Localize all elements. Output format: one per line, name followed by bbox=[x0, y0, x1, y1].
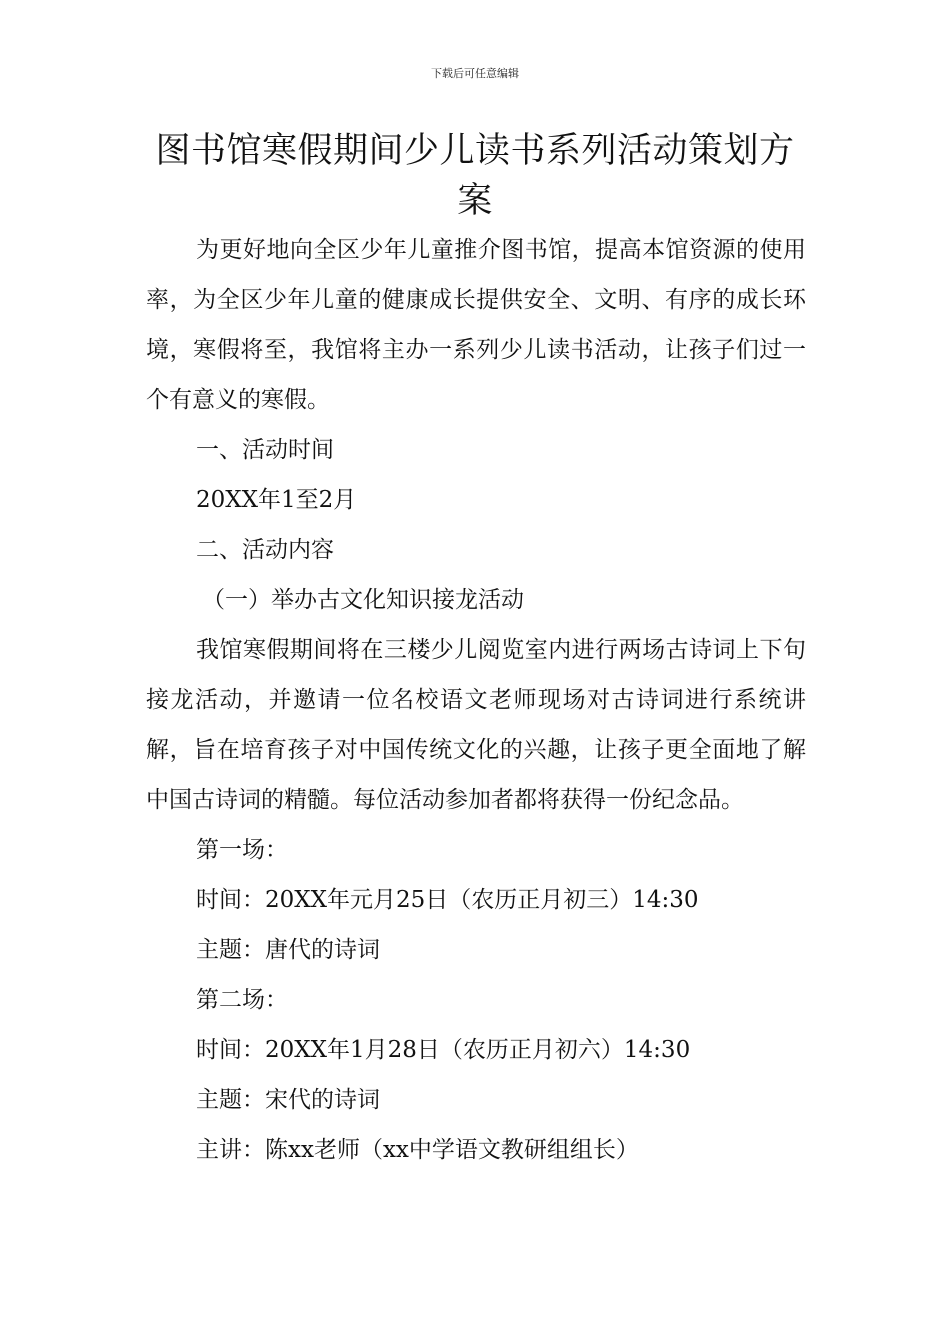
session-one-label: 第一场： bbox=[196, 837, 288, 863]
session-two-theme: 主题：宋代的诗词 bbox=[196, 1087, 380, 1113]
session-two-label: 第二场： bbox=[196, 987, 288, 1013]
session-two-time: 时间：20XX年1月28日（农历正月初六）14:30 bbox=[196, 1037, 691, 1063]
section-heading-content: 二、活动内容 bbox=[196, 537, 334, 563]
poetry-relay-description: 我馆寒假期间将在三楼少儿阅览室内进行两场古诗词上下句接龙活动，并邀请一位名校语文老师现场对古诗词进行系统讲解，旨在培育孩子对中国传统文化的兴趣，让孩子更全面地了解中国古诗词的精髓。每位活动参加者都将获得一份纪念品。 bbox=[146, 637, 806, 813]
section-heading-time: 一、活动时间 bbox=[196, 437, 334, 463]
speaker-info: 主讲：陈xx老师（xx中学语文教研组组长） bbox=[196, 1137, 639, 1163]
header-note: 下载后可任意编辑 bbox=[431, 67, 519, 80]
document-title: 图书馆寒假期间少儿读书系列活动策划方案 bbox=[155, 131, 795, 221]
session-one-theme: 主题：唐代的诗词 bbox=[196, 937, 380, 963]
subsection-heading-poetry-relay: （一）举办古文化知识接龙活动 bbox=[202, 587, 524, 613]
activity-date-range: 20XX年1至2月 bbox=[196, 487, 357, 513]
session-one-time: 时间：20XX年元月25日（农历正月初三）14:30 bbox=[196, 887, 699, 913]
intro-paragraph: 为更好地向全区少年儿童推介图书馆，提高本馆资源的使用率，为全区少年儿童的健康成长提供安全、文明、有序的成长环境，寒假将至，我馆将主办一系列少儿读书活动，让孩子们过一个有意义的寒假。 bbox=[146, 237, 806, 413]
document-body bbox=[146, 225, 806, 1175]
